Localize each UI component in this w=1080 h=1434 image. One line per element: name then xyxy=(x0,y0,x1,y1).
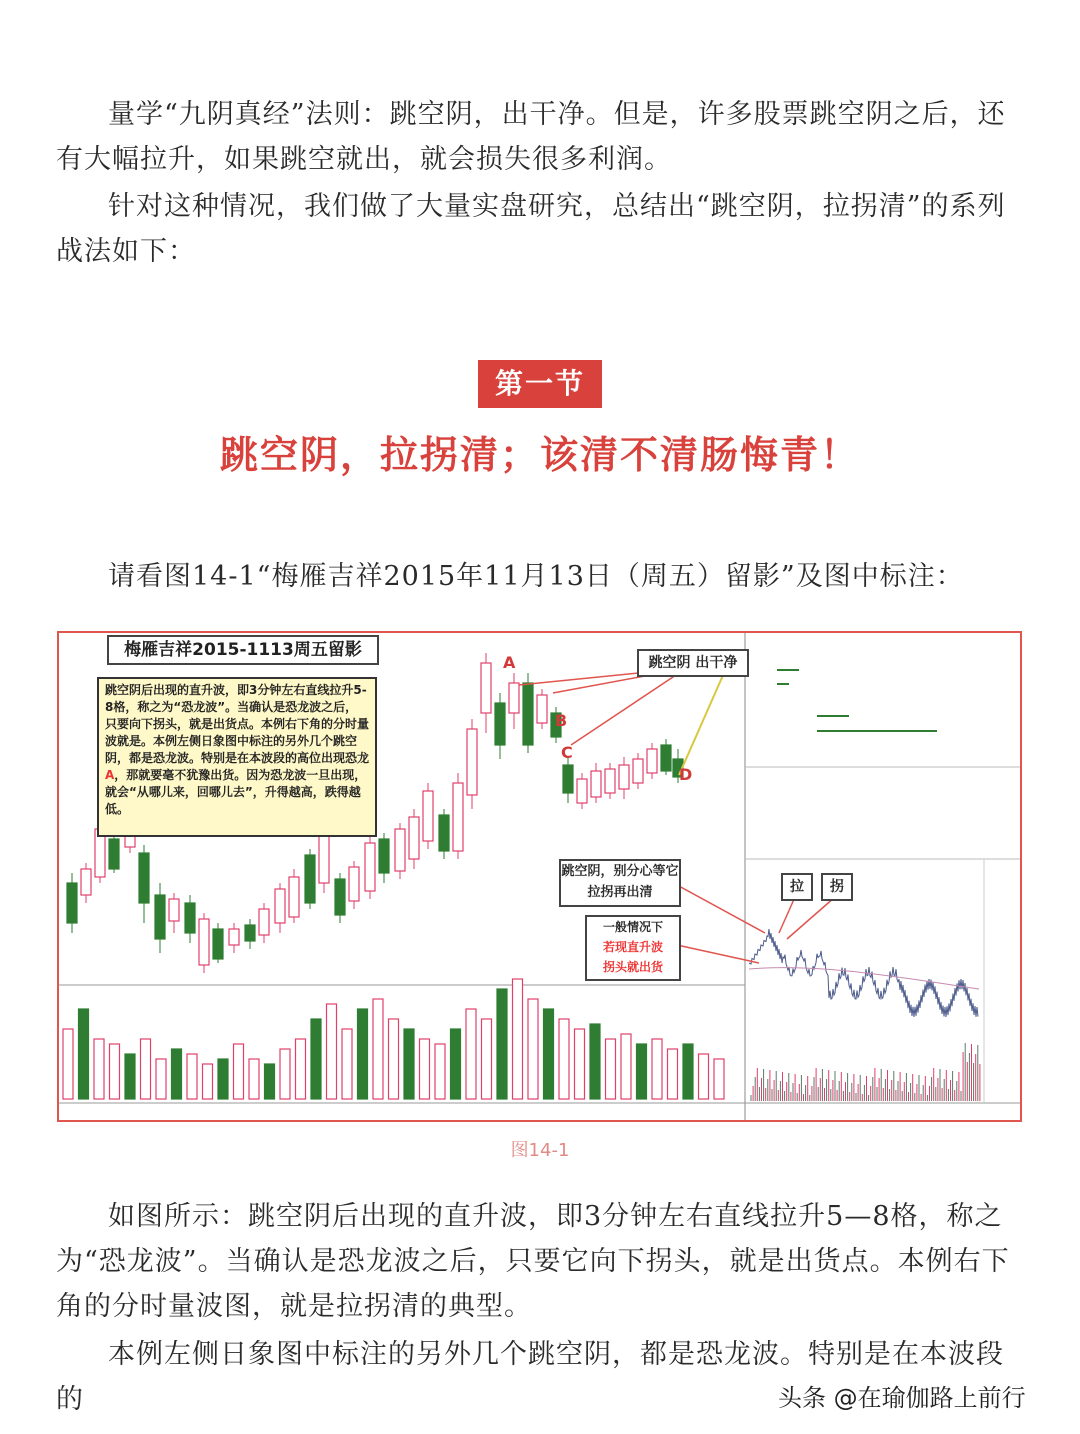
candle-body xyxy=(591,771,601,797)
volume-bar xyxy=(714,1059,724,1099)
callout-minute: 跳空阴，别分心等它拉拐再出清 xyxy=(559,859,681,907)
volume-bar xyxy=(63,1029,73,1099)
volume-bar xyxy=(389,1019,399,1099)
volume-bar xyxy=(606,1039,616,1099)
volume-bar xyxy=(265,1064,275,1099)
paragraph-2 xyxy=(56,184,1022,274)
order-bar xyxy=(777,683,789,685)
paragraph-5-text: 本例左侧日象图中标注的另外几个跳空阴，都是恐龙波。特别是在本波段的 xyxy=(56,1339,1004,1415)
candle-body xyxy=(349,867,359,901)
candle-body xyxy=(453,783,463,851)
volume-bar xyxy=(559,1019,569,1099)
callout-general-line-3: 拐头就出货 xyxy=(602,960,663,974)
volume-bar xyxy=(668,1049,678,1099)
volume-bar xyxy=(420,1039,430,1099)
callout-general-line-1: 一般情况下 xyxy=(602,920,663,934)
candle-body xyxy=(319,831,329,883)
figure-14-1 xyxy=(57,631,1022,1122)
volume-bar xyxy=(125,1054,135,1099)
volume-bar xyxy=(187,1054,197,1099)
paragraph-3 xyxy=(56,554,1022,599)
figure-note-text-2: ，那就要毫不犹豫出货。因为恐龙波一旦出现，就会“从哪儿来，回哪儿去”，升得越高，跌得越低。 xyxy=(105,768,367,816)
candle-body xyxy=(305,855,315,903)
candle-body xyxy=(275,889,285,923)
candle-body xyxy=(605,769,615,793)
label-a: A xyxy=(503,653,516,672)
volume-bar xyxy=(528,999,538,1099)
candle-body xyxy=(169,899,179,921)
candle-body xyxy=(439,815,449,851)
figure-note-red: A xyxy=(105,768,115,782)
section-badge: 第一节 xyxy=(478,360,602,408)
candle-body xyxy=(81,869,91,895)
candle-body xyxy=(495,703,505,745)
callout-general-line-2: 若现直升波 xyxy=(602,940,663,954)
volume-bar xyxy=(79,1009,89,1099)
paragraph-1-text: 量学“九阴真经”法则：跳空阴，出干净。但是，许多股票跳空阴之后，还有大幅拉升，如果跳空就出，就会损失很多利润。 xyxy=(56,99,1006,175)
candle-body xyxy=(509,683,519,713)
volume-bar xyxy=(544,1009,554,1099)
volume-bar xyxy=(141,1039,151,1099)
section-title: 跳空阴，拉拐清；该清不清肠悔青！ xyxy=(219,433,860,477)
candle-body xyxy=(619,765,629,789)
candle-body xyxy=(563,765,573,793)
candle-body xyxy=(467,729,477,795)
callout-la: 拉 xyxy=(781,873,813,901)
volume-bar xyxy=(637,1044,647,1099)
intraday-avg-line xyxy=(749,968,979,989)
order-bar xyxy=(817,715,849,717)
candle-body xyxy=(661,745,671,771)
candle-body xyxy=(289,877,299,917)
volume-bar xyxy=(156,1059,166,1099)
paragraph-2-text: 针对这种情况，我们做了大量实盘研究，总结出“跳空阴，拉拐清”的系列战法如下： xyxy=(56,191,1006,267)
candle-body xyxy=(395,829,405,871)
volume-bar xyxy=(683,1044,693,1099)
figure-note xyxy=(97,677,377,837)
order-bar xyxy=(777,669,799,671)
candle-body xyxy=(481,663,491,713)
paragraph-4-text: 如图所示：跳空阴后出现的直升波，即3分钟左右直线拉升5—8格，称之为“恐龙波”。当确认是恐龙波之后，只要它向下拐头，就是出货点。本例右下角的分时量波图，就是拉拐清的典型。 xyxy=(56,1201,1010,1322)
volume-bar xyxy=(466,1009,476,1099)
paragraph-4 xyxy=(56,1194,1022,1329)
volume-bar xyxy=(203,1064,213,1099)
volume-bar xyxy=(296,1039,306,1099)
volume-bar xyxy=(652,1039,662,1099)
candle-body xyxy=(379,839,389,873)
volume-bar xyxy=(404,1029,414,1099)
figure-caption: 图14-1 xyxy=(510,1140,570,1161)
candle-body xyxy=(537,695,547,723)
candle-body xyxy=(155,895,165,939)
candle-body xyxy=(633,759,643,783)
candle-body xyxy=(229,929,239,945)
volume-bar xyxy=(94,1039,104,1099)
volume-bar xyxy=(218,1059,228,1099)
candle-body xyxy=(523,683,533,745)
callout-gap-down: 跳空阴 出干净 xyxy=(637,649,749,677)
candle-body xyxy=(259,909,269,935)
label-b: B xyxy=(555,711,568,730)
volume-bar xyxy=(342,1029,352,1099)
volume-bar xyxy=(575,1029,585,1099)
volume-bar xyxy=(497,989,507,1099)
candle-body xyxy=(577,779,587,803)
volume-bar xyxy=(234,1044,244,1099)
figure-note-text-1: 跳空阴后出现的直升波，即3分钟左右直线拉升5-8格，称之为“恐龙波”。当确认是恐龙波之后，只要向下拐头，就是出货点。本例右下角的分时量波就是。本例左侧日象图中标注的另外几个跳空阴，都是恐龙波。特别是在本波段的高位出现恐龙 xyxy=(105,683,370,765)
candle-body xyxy=(409,817,419,859)
volume-bar xyxy=(311,1019,321,1099)
intraday-series xyxy=(749,929,979,1017)
paragraph-3-text: 请看图14-1“梅雁吉祥2015年11月13日（周五）留影”及图中标注： xyxy=(108,561,964,592)
volume-bar xyxy=(280,1049,290,1099)
volume-bar xyxy=(451,1029,461,1099)
candle-body xyxy=(185,903,195,933)
volume-bar xyxy=(435,1044,445,1099)
candle-body xyxy=(647,749,657,773)
candle-body xyxy=(199,919,209,965)
volume-bar xyxy=(699,1054,709,1099)
candle-body xyxy=(139,853,149,903)
volume-bar xyxy=(327,1004,337,1099)
order-bar xyxy=(817,730,937,732)
watermark: 头条 @在瑜伽路上前行 xyxy=(778,1384,1026,1412)
candle-body xyxy=(335,879,345,915)
volume-bar xyxy=(110,1044,120,1099)
volume-bar xyxy=(513,979,523,1099)
candle-body xyxy=(213,929,223,959)
figure-title: 梅雁吉祥2015-1113周五留影 xyxy=(107,635,379,665)
callout-guai: 拐 xyxy=(821,873,853,901)
paragraph-1 xyxy=(56,92,1022,182)
volume-bar xyxy=(482,1019,492,1099)
candle-body xyxy=(365,843,375,891)
volume-bar xyxy=(172,1049,182,1099)
volume-series xyxy=(63,979,724,1099)
volume-bar xyxy=(373,999,383,1099)
candle-body xyxy=(109,839,119,869)
label-d: D xyxy=(679,765,693,784)
candle-body xyxy=(245,925,255,941)
callout-general xyxy=(585,915,681,981)
intraday-volume-series xyxy=(751,1043,980,1101)
candle-body xyxy=(423,791,433,841)
volume-bar xyxy=(621,1034,631,1099)
label-c: C xyxy=(561,743,573,762)
volume-bar xyxy=(590,1024,600,1099)
volume-bar xyxy=(249,1059,259,1099)
candle-body xyxy=(67,883,77,923)
volume-bar xyxy=(358,1009,368,1099)
